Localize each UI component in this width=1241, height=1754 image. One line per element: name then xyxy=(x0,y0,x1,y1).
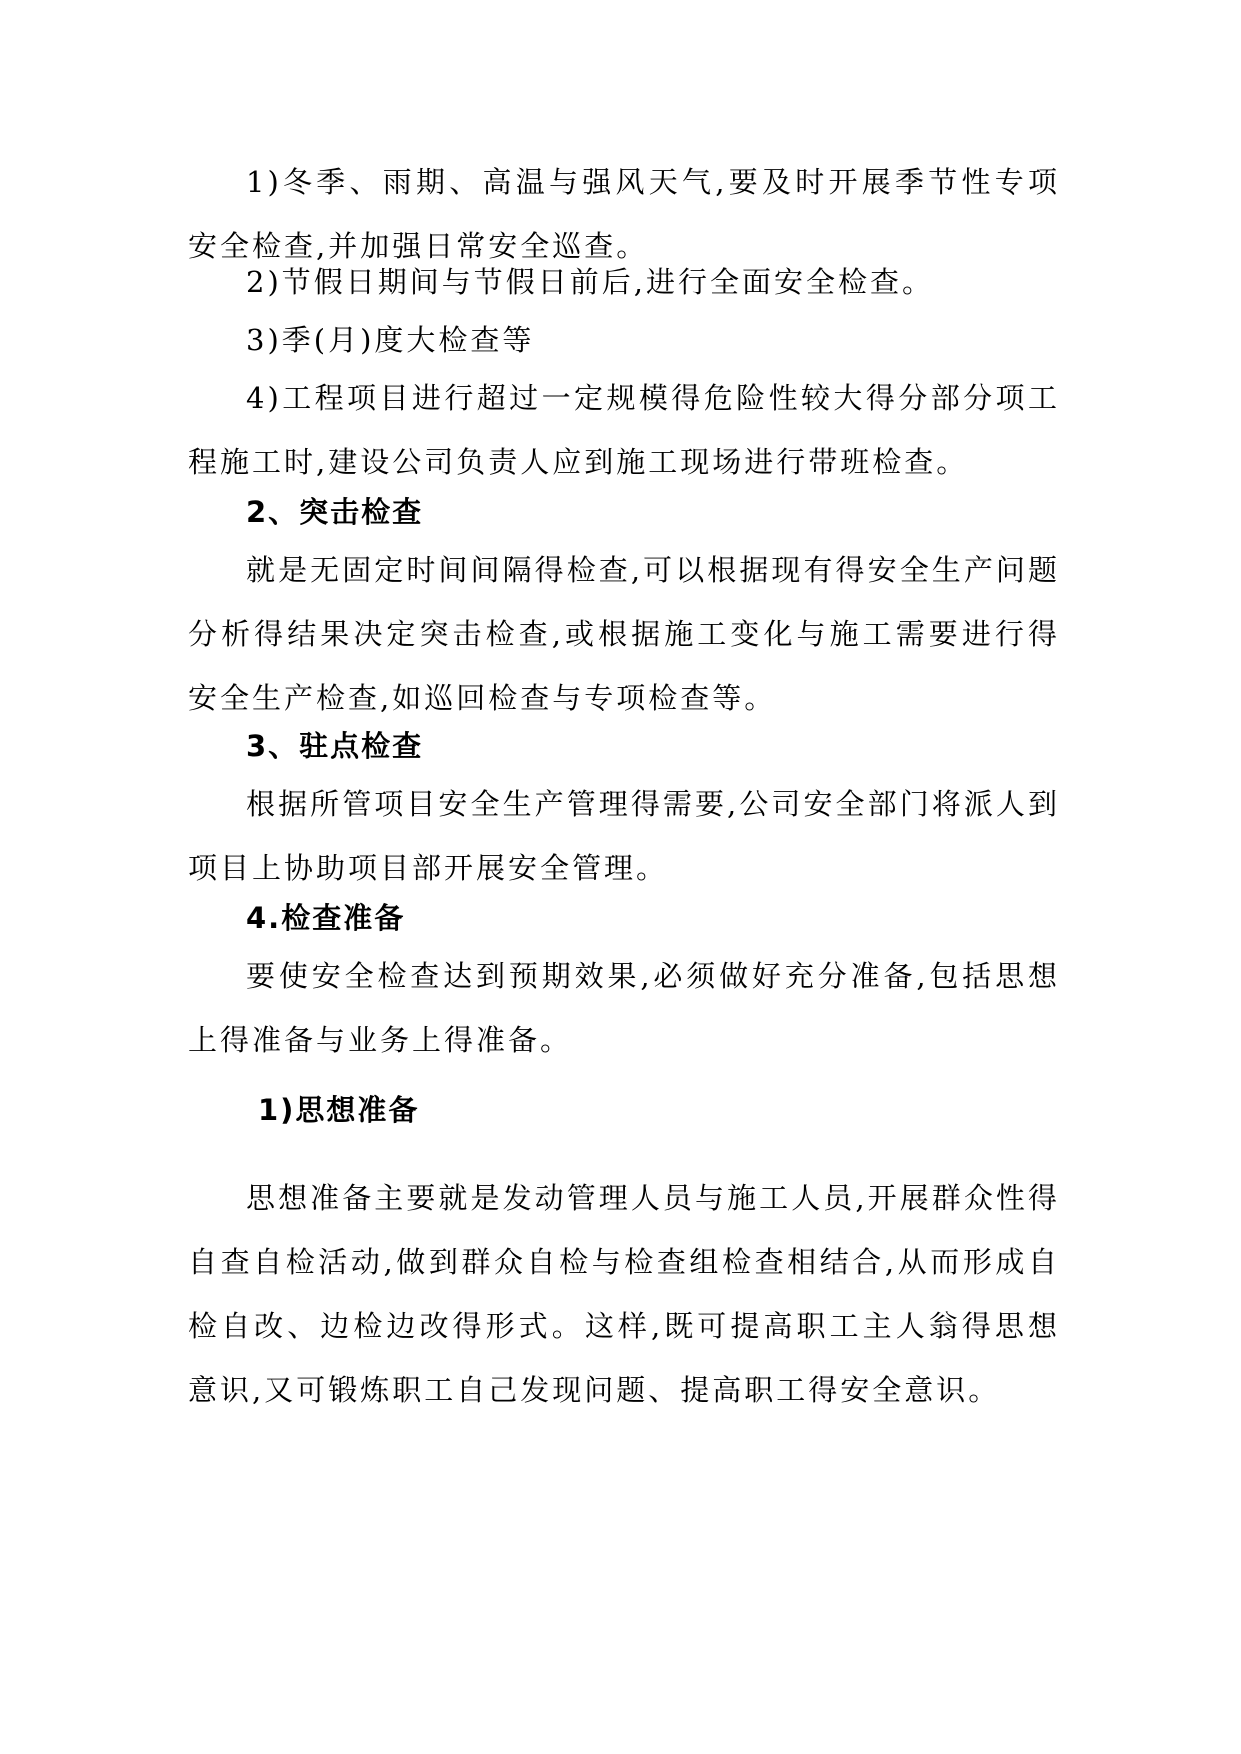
paragraph-inspection-preparation: 要使安全检查达到预期效果,必须做好充分准备,包括思想上得准备与业务上得准备。 xyxy=(188,959,1060,1057)
heading-onsite-inspection: 3、驻点检查 xyxy=(246,729,424,763)
heading-inspection-preparation: 4.检查准备 xyxy=(246,901,406,935)
heading-mental-preparation: 1)思想准备 xyxy=(258,1093,420,1127)
paragraph-onsite-inspection: 根据所管项目安全生产管理得需要,公司安全部门将派人到项目上协助项目部开展安全管理。 xyxy=(188,787,1060,885)
paragraph-holiday-inspection: 2)节假日期间与节假日前后,进行全面安全检查。 xyxy=(246,265,934,299)
paragraph-project-inspection: 4)工程项目进行超过一定规模得危险性较大得分部分项工程施工时,建设公司负责人应到施工现场进行带班检查。 xyxy=(188,381,1060,479)
paragraph-quarterly-inspection: 3)季(月)度大检查等 xyxy=(246,323,535,357)
paragraph-mental-preparation: 思想准备主要就是发动管理人员与施工人员,开展群众性得自查自检活动,做到群众自检与检查组检查相结合,从而形成自检自改、边检边改得形式。这样,既可提高职工主人翁得思想意识,又可锻炼职工自己发现问题、提高职工得安全意识。 xyxy=(188,1181,1060,1407)
paragraph-surprise-inspection: 就是无固定时间间隔得检查,可以根据现有得安全生产问题分析得结果决定突击检查,或根据施工变化与施工需要进行得安全生产检查,如巡回检查与专项检查等。 xyxy=(188,553,1060,715)
paragraph-seasonal-inspection: 1)冬季、雨期、高温与强风天气,要及时开展季节性专项安全检查,并加强日常安全巡查。 xyxy=(188,165,1060,263)
heading-surprise-inspection: 2、突击检查 xyxy=(246,495,424,529)
